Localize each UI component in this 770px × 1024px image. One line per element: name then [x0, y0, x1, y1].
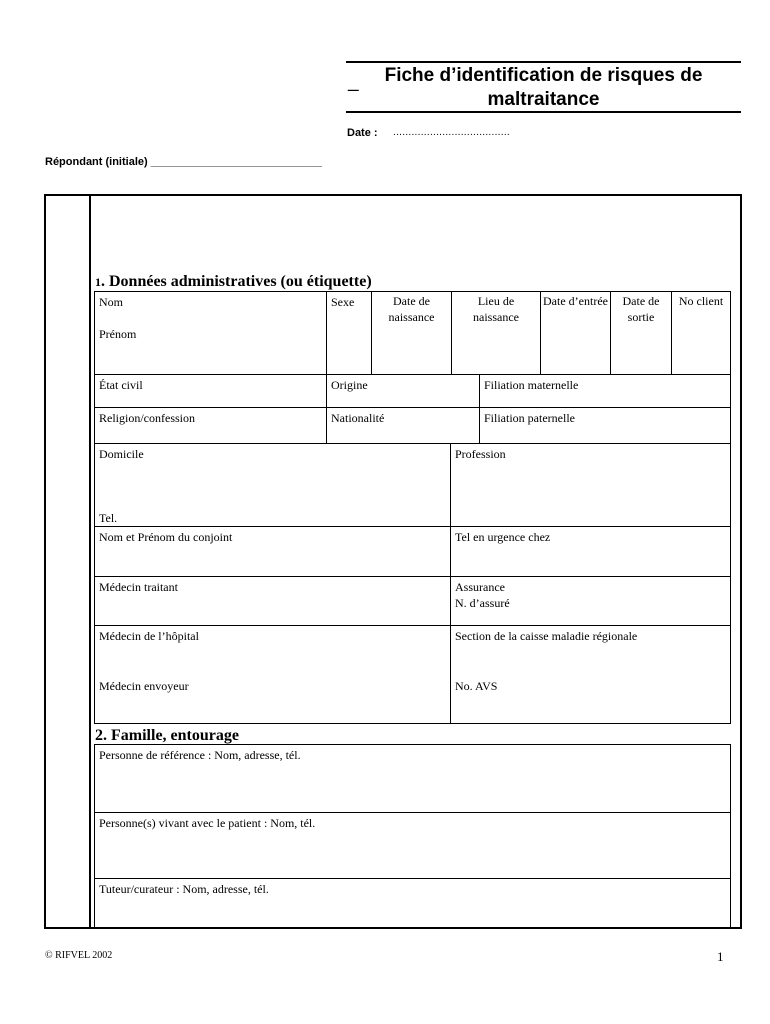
label-nationalite: Nationalité — [331, 411, 385, 425]
label-religion: Religion/confession — [99, 411, 195, 425]
page-title — [346, 64, 741, 112]
label-sexe: Sexe — [331, 295, 355, 309]
cell-tuteur[interactable] — [94, 878, 731, 929]
label-tel-urgence: Tel en urgence chez — [455, 530, 551, 544]
cell-date-sortie[interactable] — [610, 291, 672, 375]
label-domicile: Domicile — [99, 447, 144, 461]
cell-no-client[interactable] — [671, 291, 731, 375]
label-tel: Tel. — [99, 511, 118, 525]
label-conjoint: Nom et Prénom du conjoint — [99, 530, 233, 544]
label-profession: Profession — [455, 447, 506, 461]
cell-medecins[interactable] — [94, 625, 451, 724]
cell-personne-reference[interactable] — [94, 744, 731, 813]
cell-domicile[interactable] — [94, 443, 451, 527]
label-filiation-maternelle: Filiation maternelle — [484, 378, 579, 392]
label-medecin-hopital: Médecin de l’hôpital — [99, 629, 199, 643]
respondent-field[interactable]: Répondant (initiale) ____________________________ — [45, 156, 323, 168]
title-dash: _ — [348, 71, 359, 92]
cell-profession[interactable] — [450, 443, 731, 527]
cell-tel-urgence[interactable] — [450, 526, 731, 577]
label-personnes-vivant: Personne(s) vivant avec le patient : Nom, tél. — [99, 816, 316, 830]
label-no-client: No client — [678, 294, 724, 308]
title-line-2: maltraitance — [487, 89, 600, 110]
section1-title — [95, 273, 372, 291]
cell-etat-civil[interactable] — [94, 374, 327, 408]
title-bottom-rule — [346, 111, 741, 113]
title-line-1: Fiche d’identification de risques de — [384, 65, 703, 86]
label-prenom: Prénom — [99, 327, 137, 341]
cell-personnes-vivant[interactable] — [94, 812, 731, 879]
date-field[interactable]: ...................................... — [393, 127, 510, 138]
label-lieu-naissance: Lieu de naissance — [473, 294, 519, 324]
section1-number: 1 — [95, 275, 101, 289]
label-origine: Origine — [331, 378, 368, 392]
page-number: 1 — [717, 949, 724, 964]
cell-conjoint[interactable] — [94, 526, 451, 577]
label-etat-civil: État civil — [99, 378, 143, 392]
label-date-sortie: Date de sortie — [622, 294, 660, 324]
cell-religion[interactable] — [94, 407, 327, 444]
cell-assurance[interactable] — [450, 576, 731, 626]
label-date-naissance: Date de naissance — [388, 294, 435, 324]
label-medecin-traitant: Médecin traitant — [99, 580, 178, 594]
cell-nom-prenom[interactable] — [94, 291, 327, 375]
cell-lieu-naissance[interactable] — [451, 291, 541, 375]
cell-sexe[interactable] — [326, 291, 372, 375]
label-filiation-paternelle: Filiation paternelle — [484, 411, 575, 425]
copyright: © RIFVEL 2002 — [45, 950, 113, 961]
date-label: Date : — [347, 127, 378, 139]
label-personne-reference: Personne de référence : Nom, adresse, tél. — [99, 748, 301, 762]
cell-origine[interactable] — [326, 374, 480, 408]
cell-medecin-traitant[interactable] — [94, 576, 451, 626]
label-no-avs: No. AVS — [455, 679, 498, 693]
cell-nationalite[interactable] — [326, 407, 480, 444]
label-date-entree: Date d’entrée — [543, 294, 608, 308]
cell-date-entree[interactable] — [540, 291, 611, 375]
label-no-assure: N. d’assuré — [455, 596, 510, 610]
cell-date-naissance[interactable] — [371, 291, 452, 375]
frame-margin-divider — [89, 194, 91, 929]
cell-caisse-avs[interactable] — [450, 625, 731, 724]
label-caisse-maladie: Section de la caisse maladie régionale — [455, 629, 638, 643]
label-nom: Nom — [99, 295, 123, 309]
label-tuteur: Tuteur/curateur : Nom, adresse, tél. — [99, 882, 269, 896]
cell-filiation-paternelle[interactable] — [479, 407, 731, 444]
section2-title: 2. Famille, entourage — [95, 727, 239, 744]
label-assurance: Assurance — [455, 580, 505, 594]
title-top-rule — [346, 61, 741, 63]
cell-filiation-maternelle[interactable] — [479, 374, 731, 408]
section1-title-text: . Données administratives (ou étiquette) — [101, 273, 372, 290]
label-medecin-envoyeur: Médecin envoyeur — [99, 679, 189, 693]
